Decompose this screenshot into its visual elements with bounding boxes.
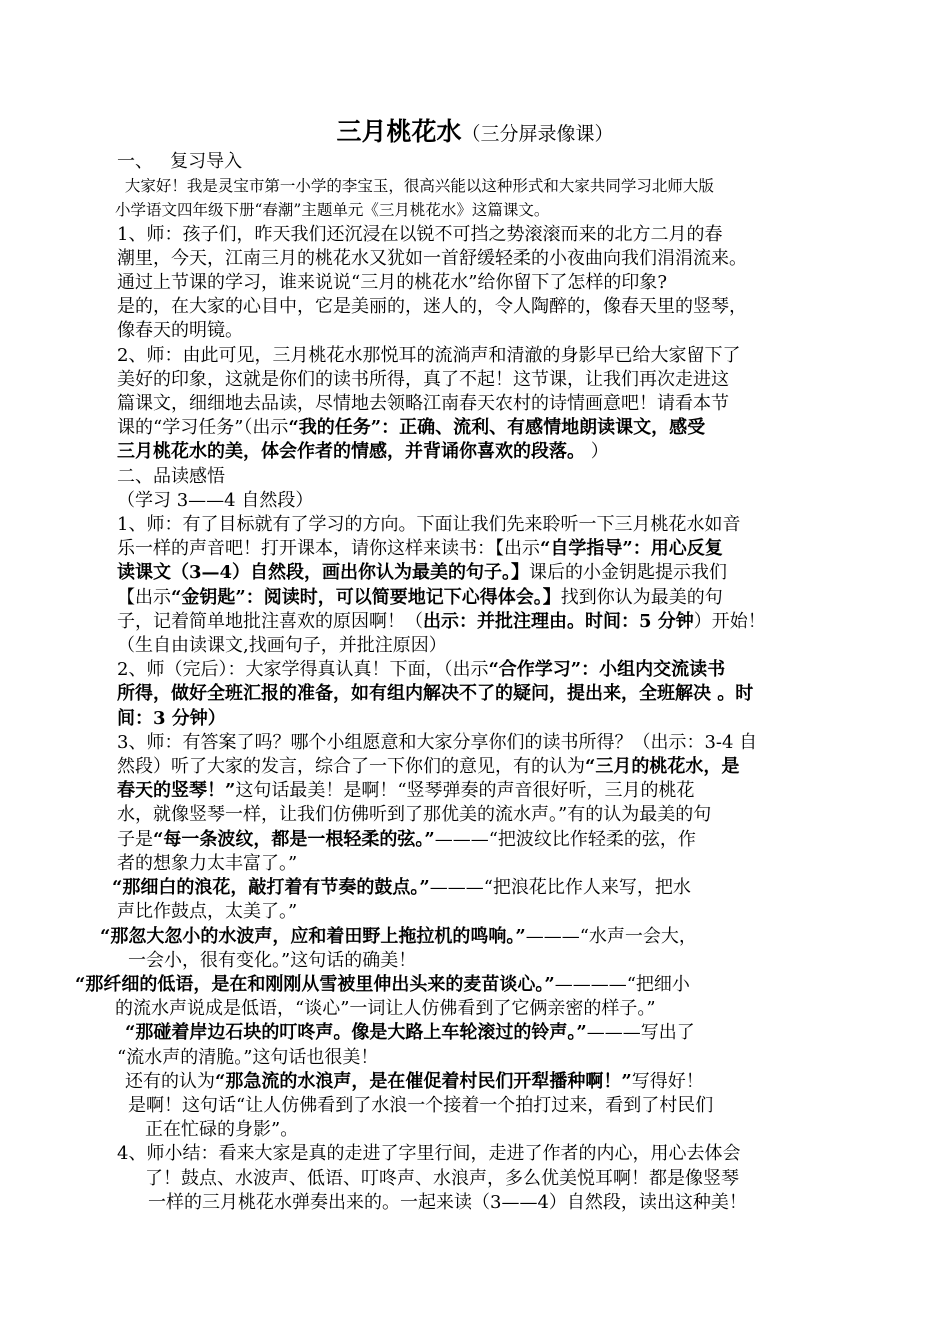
text-span: ———写出了 bbox=[586, 1022, 695, 1044]
quote-text: “那碰着岸边石块的叮咚声。像是大路上车轮滚过的铃声。” bbox=[125, 1022, 587, 1044]
coop-text: 所得，做好全班汇报的准备，如有组内解决不了的疑问，提出来，全班解决 。时 bbox=[117, 683, 754, 705]
text-line: 的流水声说成是低语，“谈心”一词让人仿佛看到了它俩亲密的样子。” bbox=[115, 998, 656, 1020]
text-line: （生自由读课文,找画句子，并批注原因） bbox=[117, 635, 447, 657]
text-line: 像春天的明镜。 bbox=[117, 320, 243, 342]
quote-text: “三月的桃花水，是 bbox=[585, 756, 740, 778]
time-text: 出示：并批注理由。时间：5 分钟 bbox=[423, 610, 694, 632]
title-subtitle: （三分屏录像课） bbox=[461, 123, 614, 145]
text-line bbox=[0, 416, 950, 440]
quote-text: “那忽大忽小的水波声，应和着田野上拖拉机的鸣响。” bbox=[100, 925, 526, 947]
text-span: 找到你认为最美的句 bbox=[560, 586, 723, 608]
text-line bbox=[0, 779, 950, 803]
text-line: 者的想象力太丰富了。” bbox=[117, 852, 298, 874]
text-line bbox=[0, 973, 950, 997]
text-line: 小学语文四年级下册“春潮”主题单元《三月桃花水》这篇课文。 bbox=[115, 201, 550, 220]
text-line bbox=[0, 440, 950, 464]
task-text: “我的任务”：正确、流利、有感情地朗读课文，感受 bbox=[288, 417, 706, 439]
text-line: 水，就像竖琴一样，让我们仿佛听到了那优美的流水声。”有的认为最美的句 bbox=[117, 804, 712, 826]
coop-text: 间：3 分钟） bbox=[117, 707, 226, 729]
text-span: 子是 bbox=[117, 828, 153, 850]
text-line: 一样的三月桃花水弹奏出来的。一起来读（3——4）自然段，读出这种美！ bbox=[148, 1191, 747, 1213]
quote-text: “那急流的水浪声，是在催促着村民们开犁播种啊！” bbox=[215, 1070, 632, 1092]
text-line: “流水声的清脆。”这句话也很美！ bbox=[117, 1046, 379, 1068]
text-line: 美好的印象，这就是你们的读书所得，真了不起！这节课，让我们再次走进这 bbox=[117, 368, 729, 390]
text-span: 子，记着简单地批注喜欢的原因啊！（ bbox=[117, 610, 423, 632]
document-body bbox=[0, 150, 950, 1215]
text-span: 课后的小金钥匙提示我们 bbox=[529, 562, 728, 584]
text-line: 声比作鼓点，太美了。” bbox=[117, 901, 298, 923]
text-span: ————“把细小 bbox=[554, 973, 690, 995]
title-main: 三月桃花水 bbox=[336, 117, 462, 146]
text-line bbox=[0, 561, 950, 585]
quote-text: “每一条波纹，都是一根轻柔的弦。” bbox=[153, 828, 435, 850]
section-heading: 二、品读感悟 bbox=[117, 465, 225, 487]
text-line bbox=[0, 707, 950, 731]
text-line bbox=[0, 658, 950, 682]
text-line bbox=[0, 537, 950, 561]
text-line bbox=[0, 610, 950, 634]
text-line: 篇课文，细细地去品读，尽情地去领略江南春天农村的诗情画意吧！请看本节 bbox=[117, 393, 729, 415]
text-line bbox=[0, 1070, 950, 1094]
text-line: 2、师：由此可见，三月桃花水那悦耳的流淌声和清澈的身影早已给大家留下了 bbox=[117, 344, 741, 366]
text-line: 通过上节课的学习，谁来说说“三月的桃花水”给你留下了怎样的印象? bbox=[117, 272, 668, 294]
text-line bbox=[0, 828, 950, 852]
text-line bbox=[0, 682, 950, 706]
text-line: 了！鼓点、水波声、低语、叮咚声、水浪声，多么优美悦耳啊！都是像竖琴 bbox=[145, 1167, 739, 1189]
text-span: ） bbox=[585, 441, 609, 463]
task-text: 三月桃花水的美，体会作者的情感，并背诵你喜欢的段落。 bbox=[117, 441, 585, 463]
text-line bbox=[0, 755, 950, 779]
guide-text: 读课文（3—4）自然段，画出你认为最美的句子。】 bbox=[117, 562, 530, 584]
text-span: ———“水声一会大， bbox=[525, 925, 697, 947]
text-span: ———“把波纹比作轻柔的弦，作 bbox=[434, 828, 696, 850]
quote-text: “那纤细的低语，是在和刚刚从雪被里伸出头来的麦苗谈心。” bbox=[75, 973, 555, 995]
text-line: 是啊！这句话“让人仿佛看到了水浪一个接着一个拍打过来，看到了村民们 bbox=[128, 1094, 714, 1116]
text-line: 大家好！我是灵宝市第一小学的李宝玉，很高兴能以这种形式和大家共同学习北师大版 bbox=[115, 177, 714, 196]
text-line: 是的，在大家的心目中，它是美丽的，迷人的，令人陶醉的，像春天里的竖琴， bbox=[117, 296, 747, 318]
document-title bbox=[0, 112, 950, 148]
text-line bbox=[0, 876, 950, 900]
text-line: 潮里，今天，江南三月的桃花水又犹如一首舒缓轻柔的小夜曲向我们涓涓流来。 bbox=[117, 247, 747, 269]
text-line: 一会小，很有变化。”这句话的确美！ bbox=[128, 949, 417, 971]
key-text: “金钥匙”：阅读时，可以简要地记下心得体会。】 bbox=[171, 586, 561, 608]
text-line: 正在忙碌的身影”。 bbox=[145, 1119, 299, 1141]
coop-text: “合作学习”：小组内交流读书 bbox=[488, 659, 726, 681]
text-span: ）开始！ bbox=[693, 610, 766, 632]
quote-text: “那细白的浪花，敲打着有节奏的鼓点。” bbox=[112, 877, 430, 899]
text-span: 这句话最美！是啊！“竖琴弹奏的声音很好听，三月的桃花 bbox=[235, 780, 695, 802]
text-line: 1、师：孩子们，昨天我们还沉浸在以锐不可挡之势滚滚而来的北方二月的春 bbox=[117, 223, 723, 245]
text-line bbox=[0, 925, 950, 949]
text-span: ———“把浪花比作人来写，把水 bbox=[429, 877, 691, 899]
guide-text: “自学指导”：用心反复 bbox=[540, 538, 723, 560]
text-span: 2、师（完后）：大家学得真认真！下面，（出示 bbox=[117, 659, 489, 681]
text-span: 【出示 bbox=[117, 586, 171, 608]
text-span: 然段）听了大家的发言，综合了一下你们的意见，有的认为 bbox=[117, 756, 585, 778]
text-span: 课的“学习任务”（出示 bbox=[117, 417, 289, 439]
text-line bbox=[0, 1021, 950, 1045]
section-heading: 一、 复习导入 bbox=[117, 151, 243, 172]
text-line: 1、师：有了目标就有了学习的方向。下面让我们先来聆听一下三月桃花水如音 bbox=[117, 514, 741, 536]
quote-text: 春天的竖琴！” bbox=[117, 780, 236, 802]
text-span: 还有的认为 bbox=[125, 1070, 215, 1092]
text-line: （学习 3——4 自然段） bbox=[117, 489, 314, 511]
text-line: 4、师小结：看来大家是真的走进了字里行间，走进了作者的内心，用心去体会 bbox=[117, 1143, 741, 1165]
text-span: 乐一样的声音吧！打开课本，请你这样来读书：【出示 bbox=[117, 538, 540, 560]
text-line bbox=[0, 586, 950, 610]
text-span: 写得好！ bbox=[631, 1070, 704, 1092]
text-line: 3、师：有答案了吗？哪个小组愿意和大家分享你们的读书所得？（出示：3-4 自 bbox=[117, 731, 758, 753]
